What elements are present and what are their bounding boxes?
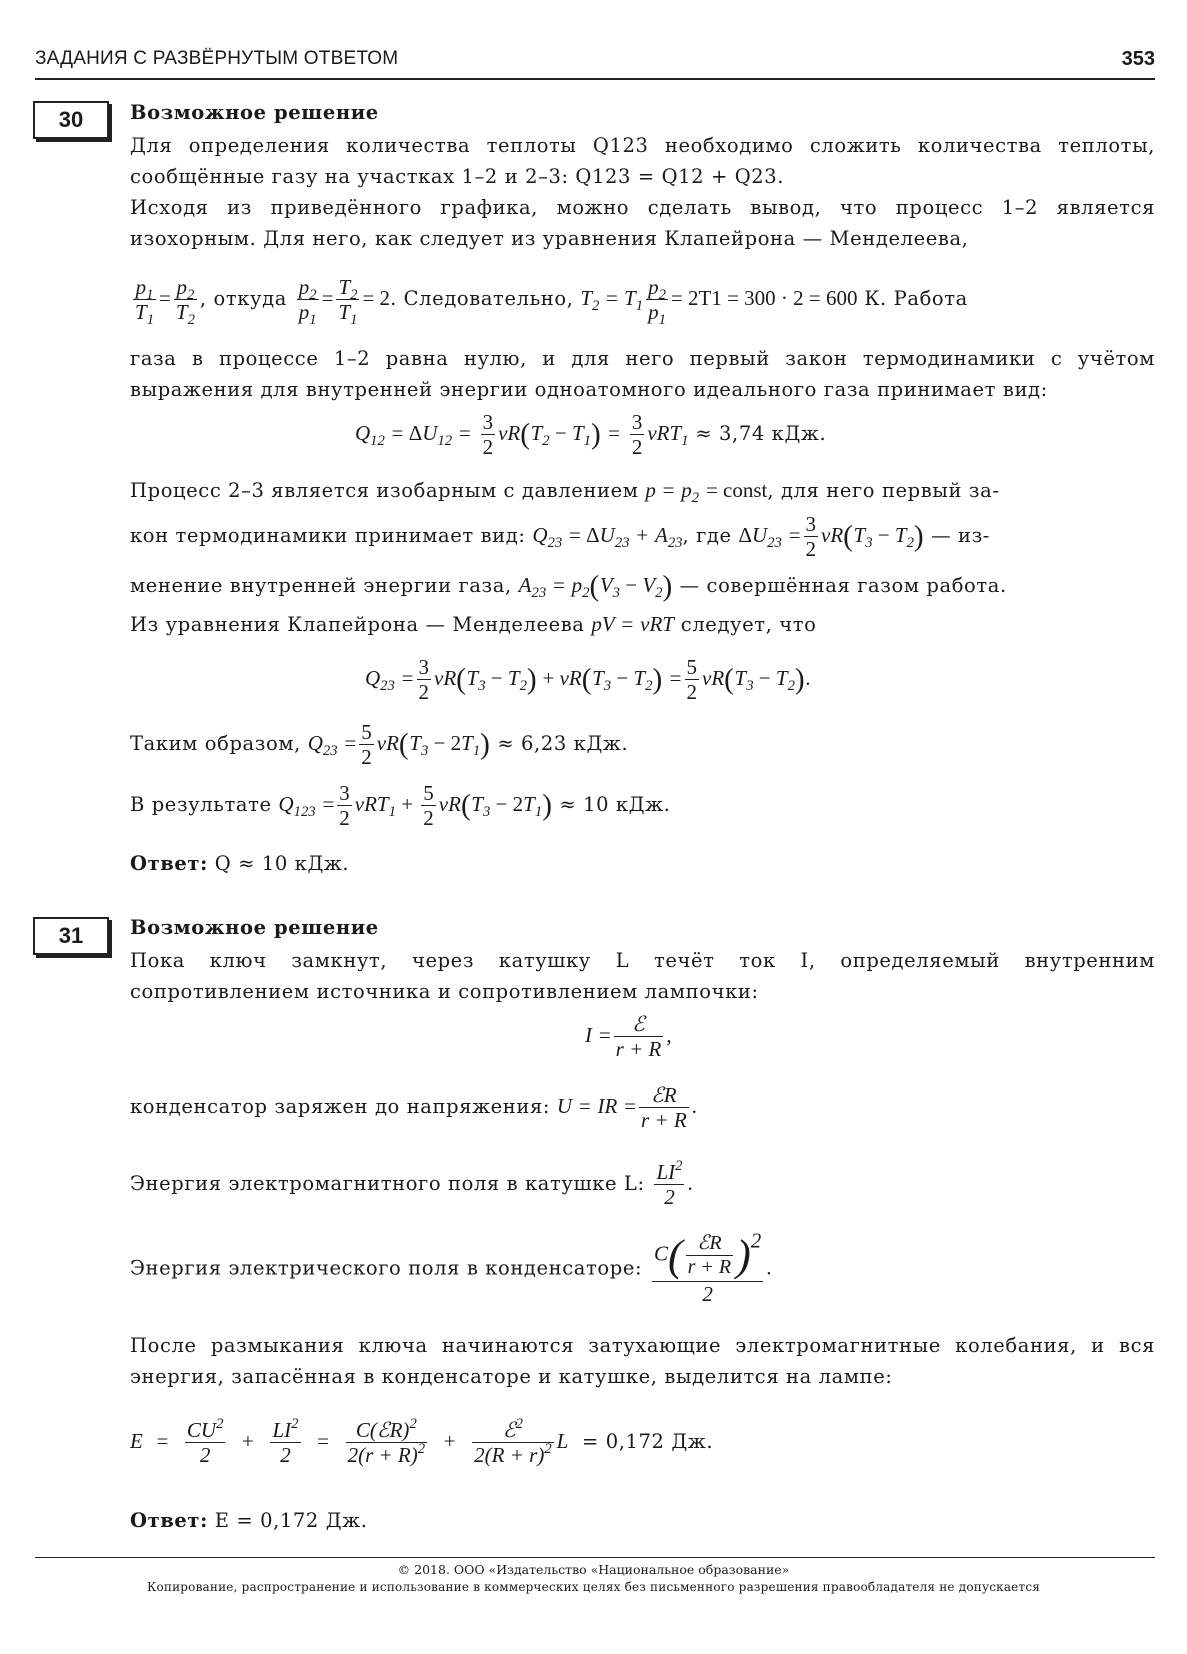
text: , для него первый за- — [767, 479, 1000, 502]
text: Процесс 2–3 является изобарным с давлением — [130, 479, 639, 502]
equation-line: В результате $Q_{123}$ = $\frac{3}{2}$ νRT$_1$ + $\frac{5}{2}$ $\nu R(T_3 - 2T_1) \approx 10$ кДж. — [130, 781, 671, 831]
page-header — [35, 48, 1155, 78]
copyright-notice: Копирование, распространение и использование в коммерческих целях без письменного разрешения правообладателя не допускается — [146, 1580, 1041, 1594]
paragraph: Для определения количества теплоты Q123 необходимо сложить количества теплоты, сообщённые газу на участках 1–2 и 2–3: Q123 = Q12 + Q23. — [130, 134, 1155, 188]
text: Энергия электромагнитного поля в катушке L: — [130, 1172, 645, 1196]
text-line: Из уравнения Клапейрона — Менделеева pV = νRT следует, что — [130, 612, 817, 636]
text: — из- — [931, 524, 990, 548]
copyright: © 2018. ООО «Издательство «Национальное образование» — [397, 1562, 790, 1577]
text-line: менение внутренней энергии газа, $A_{23} = p_2(V_3 - V_2)$ — совершённая газом работа. — [130, 570, 1007, 603]
problem-number-31: 31 — [33, 917, 109, 955]
text: Энергия электрического поля в конденсаторе: — [130, 1256, 643, 1280]
answer-label: Ответ: — [130, 852, 208, 875]
text: конденсатор заряжен до напряжения: — [130, 1095, 551, 1119]
equation-line: конденсатор заряжен до напряжения: U = IR = ℰR r + R . — [130, 1083, 697, 1133]
text: , где — [682, 524, 732, 548]
equation-q12: $Q_{12} = \Delta U_{12}$ = $\frac{3}{2}$ $\nu R(T_2 - T_1)$ = $\frac{3}{2}$ νRT$_1$ ≈ 3,74 кДж. — [355, 410, 827, 460]
answer-value: Q ≈ 10 кДж. — [214, 852, 350, 875]
footer-divider — [35, 1557, 1155, 1558]
result: ≈ 6,23 кДж. — [497, 732, 629, 756]
text: В результате — [130, 793, 272, 817]
solution-title: Возможное решение — [130, 101, 379, 124]
answer-30 — [130, 852, 349, 875]
page-number: 353 — [1121, 48, 1155, 70]
solution-31 — [130, 915, 1155, 1007]
solution-30 — [130, 100, 1155, 254]
paragraph: После размыкания ключа начинаются затухающие электромагнитные колебания, и вся энергия, запасённая в конденсаторе и катушке, выделится на лампе: — [130, 1334, 1155, 1388]
text: . Следовательно, — [390, 287, 574, 311]
equation-q23: $Q_{23}$ = $\frac{3}{2}$ $\nu R(T_3 - T_2) + \nu R(T_3 - T_2)$ = $\frac{5}{2}$ $\nu R(T_3 - T_2)$. — [365, 655, 811, 705]
equation-line: Энергия электрического поля в конденсаторе: C( ℰR r + R )$^2$ 2 . — [130, 1228, 772, 1306]
answer-label: Ответ: — [130, 1509, 208, 1532]
solution-31-cont — [130, 1330, 1155, 1392]
clapeyron-line: $\frac{p_1}{T_1}$ = $\frac{p_2}{T_2}$ , откуда $\frac{p_2}{p_1}$ = $\frac{T_2}{T_1}$ = 2. Следовательно, $T_2 = T_1$ $\frac{p_2}{p_1}$ = 2T1 = 300 · 2 = 600 К. Работа — [135, 275, 968, 329]
result: ≈ 3,74 кДж. — [695, 422, 827, 446]
text: менение внутренней энергии газа, — [130, 574, 512, 597]
text-line: кон термодинамики принимает вид: $Q_{23} = \Delta U_{23} + A_{23}$, где $\Delta U_{23}$ = $\frac{3}{2}$ $\nu R(T_3 - T_2)$ — из- — [130, 512, 990, 562]
text: следует, что — [680, 613, 817, 636]
solution-30-cont — [130, 343, 1155, 405]
answer-value: E = 0,172 Дж. — [214, 1509, 368, 1532]
text: , откуда — [199, 287, 287, 311]
text: — совершённая газом работа. — [679, 574, 1007, 597]
formula-value: = 2T1 = 300 · 2 = 600 — [670, 286, 858, 311]
text-line: Процесс 2–3 является изобарным с давлением $p = p_2$ = const, для него первый за- — [130, 478, 1000, 507]
paragraph: Пока ключ замкнут, через катушку L течёт ток I, определяемый внутренним сопротивлением источника и сопротивлением лампочки: — [130, 949, 1155, 1003]
solution-title: Возможное решение — [130, 916, 379, 939]
equation-line: Энергия электромагнитного поля в катушке L: $\frac{LI^2}{2}$ . — [130, 1158, 693, 1210]
text: Таким образом, — [130, 732, 301, 756]
paragraph: газа в процессе 1–2 равна нулю, и для него первый закон термодинамики с учётом выражения для внутренней энергии одноатомного идеального газа принимает вид: — [130, 347, 1155, 401]
paragraph: Исходя из приведённого графика, можно сделать вывод, что процесс 1–2 является изохорным. Для него, как следует из уравнения Клапейрона — Менделеева, — [130, 196, 1155, 250]
equation-line: Таким образом, $Q_{23}$ = $\frac{5}{2}$ $\nu R(T_3 - 2T_1) \approx 6,23$ кДж. — [130, 720, 629, 770]
text: Из уравнения Клапейрона — Менделеева — [130, 613, 585, 636]
text: К. Работа — [864, 287, 968, 311]
text: кон термодинамики принимает вид: — [130, 524, 526, 548]
equation-current: I = ℰ r + R , — [585, 1012, 672, 1062]
header-divider — [35, 78, 1155, 80]
running-title: ЗАДАНИЯ С РАЗВЁРНУТЫМ ОТВЕТОМ — [35, 48, 399, 69]
result: = 0,172 Дж. — [581, 1430, 714, 1454]
result: ≈ 10 кДж. — [559, 793, 671, 817]
problem-number-30: 30 — [33, 101, 109, 139]
equation-energy: E = $\frac{CU^2}{2}$ + $\frac{LI^2}{2}$ = C(ℰR)$^2$ $2(r + R)^2$ + ℰ$^2$ $2(R + r)^2$ L = 0,172 Дж. — [130, 1416, 714, 1468]
answer-31 — [130, 1509, 368, 1532]
